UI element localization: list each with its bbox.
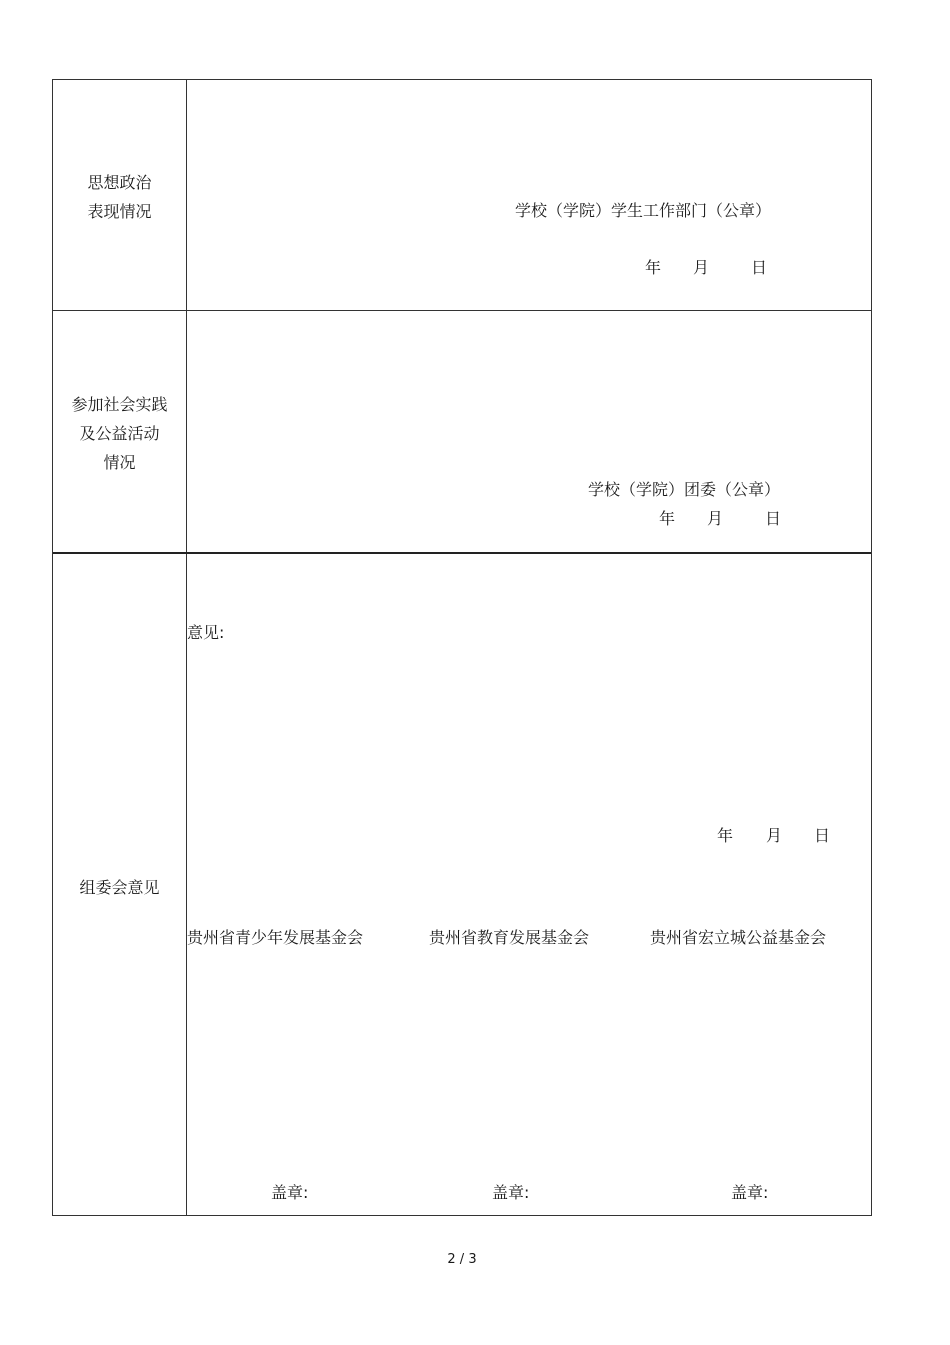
stamp-honglicheng: 盖章:	[731, 1183, 769, 1202]
foundation-honglicheng: 贵州省宏立城公益基金会	[650, 928, 827, 947]
committee-date-month: 月	[766, 826, 783, 845]
social-label-line3: 情况	[103, 453, 136, 472]
social-signature: 学校（学院）团委（公章）	[588, 480, 781, 499]
foundation-education: 贵州省教育发展基金会	[429, 928, 590, 947]
row-divider	[53, 310, 871, 311]
committee-date-day: 日	[814, 826, 831, 845]
social-date-day: 日	[765, 509, 782, 528]
stamp-education: 盖章:	[492, 1183, 530, 1202]
committee-label: 组委会意见	[79, 878, 160, 897]
page-number: 2 / 3	[447, 1252, 477, 1267]
foundation-youth: 贵州省青少年发展基金会	[187, 928, 364, 947]
committee-date-year: 年	[717, 826, 734, 845]
political-label-line1: 思想政治	[87, 173, 152, 192]
review-form-table	[52, 79, 872, 1216]
social-label-line2: 及公益活动	[79, 424, 160, 443]
row-divider	[53, 552, 871, 554]
stamp-youth: 盖章:	[271, 1183, 309, 1202]
social-date-year: 年	[659, 509, 676, 528]
political-date-year: 年	[645, 258, 662, 277]
political-date-month: 月	[693, 258, 710, 277]
social-label-line1: 参加社会实践	[71, 395, 168, 414]
column-divider	[186, 80, 187, 1215]
opinion-label: 意见:	[187, 623, 225, 642]
political-label-line2: 表现情况	[87, 202, 152, 221]
political-signature: 学校（学院）学生工作部门（公章）	[515, 201, 772, 220]
political-date-day: 日	[751, 258, 768, 277]
social-date-month: 月	[707, 509, 724, 528]
